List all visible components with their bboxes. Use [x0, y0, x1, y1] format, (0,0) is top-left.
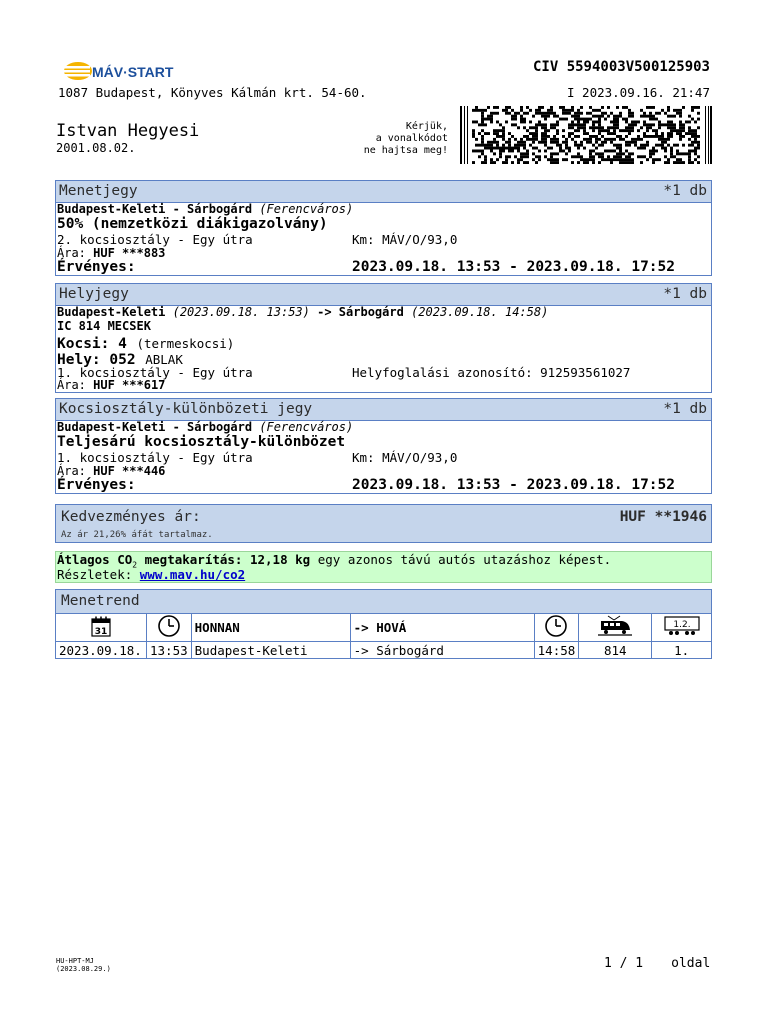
issue-datetime: I 2023.09.16. 21:47	[567, 85, 710, 100]
price-label: Ára:	[57, 246, 86, 260]
co2-details	[57, 567, 245, 582]
row-to: -> Sárbogárd	[350, 642, 534, 659]
vat-note: Az ár 21,26% áfát tartalmaz.	[61, 530, 213, 540]
class-info: 2. kocsiosztály - Egy útra	[57, 232, 253, 247]
quantity: *1 db	[663, 401, 707, 417]
valid-range: 2023.09.18. 13:53 - 2023.09.18. 17:52	[352, 259, 676, 275]
ticket-barcode	[460, 106, 712, 164]
price-line	[57, 378, 165, 392]
km-info: Km: MÁV/O/93,0	[352, 232, 458, 247]
timetable	[55, 613, 712, 659]
price-value: HUF ***617	[93, 378, 166, 392]
price-line	[57, 246, 165, 260]
section-header	[56, 399, 711, 421]
class-info: 1. kocsiosztály - Egy útra	[57, 365, 253, 380]
co2-subscript: 2	[132, 560, 138, 570]
discount-type: 50% (nemzetközi diákigazolvány)	[57, 216, 328, 232]
form-code-version: (2023.08.29.)	[56, 965, 111, 973]
page-word: oldal	[671, 956, 711, 971]
wagon-class-text: 1.2.	[673, 620, 691, 630]
class-column	[652, 614, 712, 642]
total-price-box	[55, 504, 712, 543]
details-label: Részletek:	[57, 567, 133, 582]
mav-start-logo	[62, 58, 174, 84]
route-line	[57, 202, 353, 216]
timetable-title: Menetrend	[61, 593, 140, 609]
company-address: 1087 Budapest, Könyves Kálmán krt. 54-60.	[58, 85, 367, 100]
co2-label: Átlagos CO	[57, 552, 133, 567]
row-from: Budapest-Keleti	[191, 642, 350, 659]
km-info: Km: MÁV/O/93,0	[352, 450, 458, 465]
row-class: 1.	[652, 642, 712, 659]
wagon-class-icon	[662, 614, 702, 638]
row-date: 2023.09.18.	[56, 642, 147, 659]
section-class-difference	[55, 398, 712, 494]
price-label: Ára:	[57, 464, 86, 478]
clock-icon	[544, 614, 568, 638]
train-name: IC 814 MECSEK	[57, 319, 151, 333]
departure-column	[147, 614, 192, 642]
clock-icon	[157, 614, 181, 638]
car-number: Kocsi: 4	[57, 336, 127, 352]
price-line	[57, 464, 165, 478]
co2-amount: megtakarítás: 12,18 kg	[137, 552, 311, 567]
valid-label: Érvényes:	[57, 477, 136, 493]
timetable-header	[55, 589, 712, 614]
barcode-note-line: a vonalkódot	[375, 133, 448, 144]
price-value: HUF ***446	[93, 464, 166, 478]
barcode-note	[330, 121, 448, 157]
train-wings-icon	[62, 58, 174, 84]
co2-link[interactable]: www.mav.hu/co2	[139, 567, 246, 582]
train-icon	[598, 614, 632, 638]
arrival-column	[534, 614, 579, 642]
row-arrival: 14:58	[534, 642, 579, 659]
valid-label: Érvényes:	[57, 259, 136, 275]
civ-number: CIV 5594003V500125903	[532, 59, 710, 75]
section-header	[56, 181, 711, 203]
passenger-name: Istvan Hegyesi	[56, 121, 200, 141]
barcode-note-line: ne hajtsa meg!	[363, 145, 448, 156]
barcode-note-line: Kérjük,	[405, 121, 448, 132]
section-menetjegy	[55, 180, 712, 276]
route-from: Budapest-Keleti	[57, 305, 166, 319]
seat-number: Hely: 052	[57, 352, 136, 368]
table-row	[56, 642, 712, 659]
section-helyjegy	[55, 283, 712, 393]
to-column-header: -> HOVÁ	[350, 614, 534, 642]
route: Budapest-Keleti - Sárbogárd	[57, 202, 253, 216]
quantity: *1 db	[663, 183, 707, 199]
valid-range: 2023.09.18. 13:53 - 2023.09.18. 17:52	[352, 477, 676, 493]
co2-comparison: egy azonos távú autós utazáshoz képest.	[310, 552, 612, 567]
birth-date: 2001.08.02.	[56, 141, 136, 155]
price-label: Ára:	[57, 378, 86, 392]
quantity: *1 db	[663, 286, 707, 302]
calendar-day: 31	[94, 627, 108, 637]
price-value: HUF ***883	[93, 246, 166, 260]
logo-text: MÁV·START	[92, 64, 174, 80]
row-train: 814	[579, 642, 652, 659]
train-column	[579, 614, 652, 642]
route-to: -> Sárbogárd	[317, 305, 404, 319]
route-line	[57, 305, 548, 319]
section-title: Helyjegy	[59, 286, 129, 302]
car-type: (termeskocsi)	[136, 336, 235, 351]
product-name: Teljesárú kocsiosztály-különbözet	[57, 434, 346, 450]
route-from-time: (2023.09.18. 13:53)	[172, 305, 310, 319]
total-label: Kedvezményes ár:	[61, 509, 201, 525]
total-amount: HUF **1946	[619, 509, 707, 525]
route-via: (Ferencváros)	[259, 202, 354, 216]
timetable-header-row	[56, 614, 712, 642]
section-title: Menetjegy	[59, 183, 138, 199]
class-info: 1. kocsiosztály - Egy útra	[57, 450, 253, 465]
form-code	[56, 957, 111, 973]
form-code-id: HU-HPT-MJ	[56, 957, 94, 965]
route-line	[57, 420, 353, 434]
date-column	[56, 614, 147, 642]
co2-savings-box	[55, 551, 712, 583]
seat-type: ABLAK	[145, 352, 183, 367]
reservation-id: Helyfoglalási azonosító: 912593561027	[352, 365, 631, 380]
page-indicator	[604, 956, 710, 971]
calendar-icon	[90, 615, 112, 637]
from-column-header: HONNAN	[191, 614, 350, 642]
section-header	[56, 284, 711, 306]
page-number: 1 / 1	[604, 956, 644, 971]
route-via: (Ferencváros)	[259, 420, 354, 434]
route: Budapest-Keleti - Sárbogárd	[57, 420, 253, 434]
route-to-time: (2023.09.18. 14:58)	[411, 305, 549, 319]
section-title: Kocsiosztály-különbözeti jegy	[59, 401, 313, 417]
row-departure: 13:53	[147, 642, 192, 659]
